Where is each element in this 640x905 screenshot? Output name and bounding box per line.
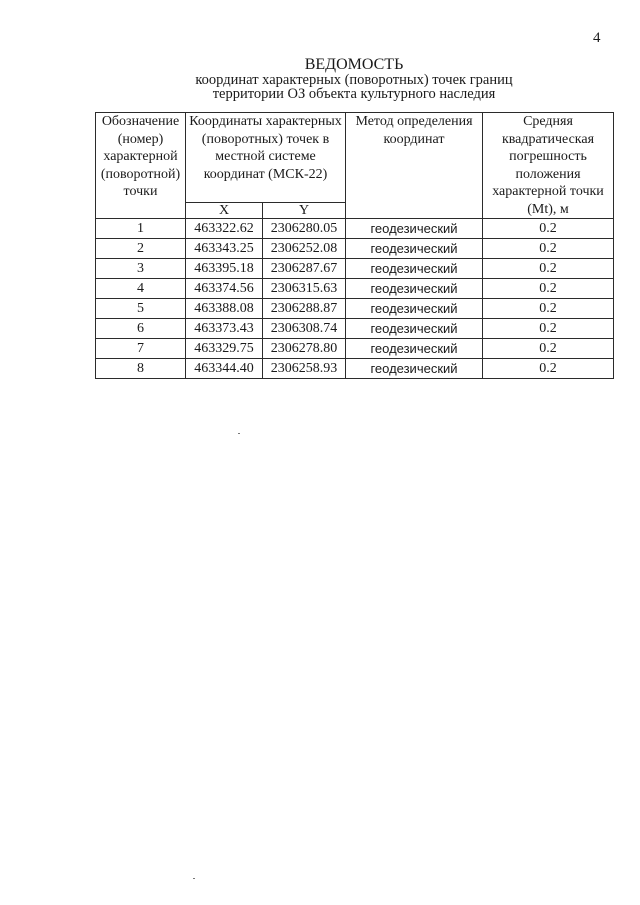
cell-method: геодезический xyxy=(346,359,483,379)
cell-x: 463373.43 xyxy=(186,319,263,339)
table-row xyxy=(96,299,614,319)
cell-y: 2306252.08 xyxy=(263,239,346,259)
header-coordinates: Координаты характерных (поворотных) точек в местной системе координат (МСК-22) xyxy=(186,113,346,203)
cell-method: геодезический xyxy=(346,279,483,299)
cell-x: 463329.75 xyxy=(186,339,263,359)
cell-point-number: 2 xyxy=(96,239,186,259)
cell-y: 2306287.67 xyxy=(263,259,346,279)
cell-y: 2306308.74 xyxy=(263,319,346,339)
scan-speck xyxy=(238,433,240,434)
table-row xyxy=(96,259,614,279)
cell-x: 463322.62 xyxy=(186,219,263,239)
cell-method: геодезический xyxy=(346,319,483,339)
document-subtitle-line-2: территории ОЗ объекта культурного наследия xyxy=(212,86,496,102)
table-row xyxy=(96,319,614,339)
cell-x: 463343.25 xyxy=(186,239,263,259)
cell-error: 0.2 xyxy=(483,279,614,299)
cell-point-number: 1 xyxy=(96,219,186,239)
cell-error: 0.2 xyxy=(483,299,614,319)
header-designation: Обозначение (номер) характерной (поворотной) точки xyxy=(96,113,186,219)
cell-y: 2306280.05 xyxy=(263,219,346,239)
cell-y: 2306288.87 xyxy=(263,299,346,319)
table-row xyxy=(96,279,614,299)
cell-method: геодезический xyxy=(346,239,483,259)
table-row xyxy=(96,239,614,259)
cell-error: 0.2 xyxy=(483,259,614,279)
cell-point-number: 7 xyxy=(96,339,186,359)
cell-method: геодезический xyxy=(346,259,483,279)
cell-x: 463374.56 xyxy=(186,279,263,299)
header-x: X xyxy=(186,203,263,219)
cell-error: 0.2 xyxy=(483,339,614,359)
cell-point-number: 3 xyxy=(96,259,186,279)
document-title: ВЕДОМОСТЬ xyxy=(304,56,404,73)
table-body xyxy=(96,219,614,379)
table-row xyxy=(96,219,614,239)
header-error: Средняя квадратическая погрешность положения характерной точки (Mt), м xyxy=(483,113,614,219)
header-method: Метод определения координат xyxy=(346,113,483,219)
cell-x: 463395.18 xyxy=(186,259,263,279)
cell-method: геодезический xyxy=(346,339,483,359)
cell-y: 2306315.63 xyxy=(263,279,346,299)
page-number: 4 xyxy=(593,30,601,46)
cell-error: 0.2 xyxy=(483,359,614,379)
table-row xyxy=(96,359,614,379)
cell-method: геодезический xyxy=(346,299,483,319)
scan-speck xyxy=(193,878,195,879)
cell-method: геодезический xyxy=(346,219,483,239)
cell-error: 0.2 xyxy=(483,239,614,259)
document-subtitle-line-1: координат характерных (поворотных) точек границ xyxy=(195,72,513,88)
header-y: Y xyxy=(263,203,346,219)
document-heading xyxy=(95,57,613,101)
cell-error: 0.2 xyxy=(483,319,614,339)
cell-point-number: 6 xyxy=(96,319,186,339)
cell-y: 2306258.93 xyxy=(263,359,346,379)
cell-point-number: 5 xyxy=(96,299,186,319)
cell-y: 2306278.80 xyxy=(263,339,346,359)
header-row xyxy=(96,113,614,203)
table-row xyxy=(96,339,614,359)
cell-x: 463388.08 xyxy=(186,299,263,319)
cell-point-number: 4 xyxy=(96,279,186,299)
cell-error: 0.2 xyxy=(483,219,614,239)
coordinates-table xyxy=(95,112,614,379)
cell-x: 463344.40 xyxy=(186,359,263,379)
cell-point-number: 8 xyxy=(96,359,186,379)
